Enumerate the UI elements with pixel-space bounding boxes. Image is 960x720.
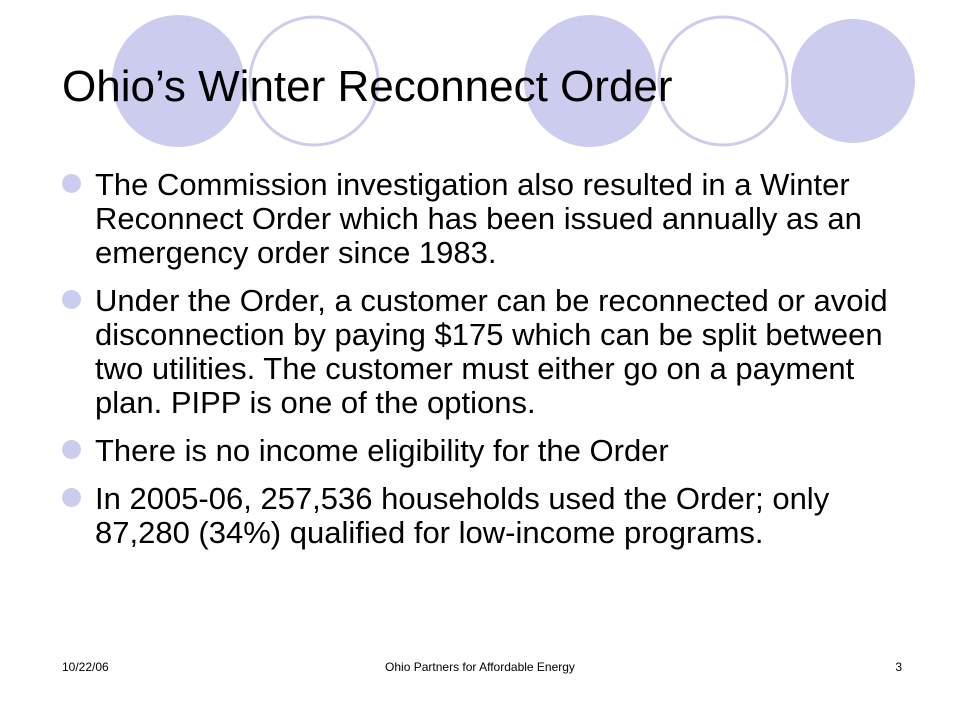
bullet-item xyxy=(62,482,902,550)
bullet-dot-icon xyxy=(62,488,81,507)
bullet-text: In 2005-06, 257,536 households used the Order; only 87,280 (34%) qualified for low-income programs. xyxy=(95,481,830,550)
bullet-dot-icon xyxy=(62,440,81,459)
bullet-list xyxy=(62,168,902,564)
footer-date: 10/22/06 xyxy=(62,660,109,674)
filled-circle-3 xyxy=(791,19,915,143)
bullet-dot-icon xyxy=(62,174,81,193)
outline-circle-2 xyxy=(659,17,787,145)
footer-page-number: 3 xyxy=(895,660,902,674)
bullet-item xyxy=(62,168,902,270)
footer-organization: Ohio Partners for Affordable Energy xyxy=(385,660,575,674)
bullet-text: The Commission investigation also resulted in a Winter Reconnect Order which has been issued annually as an emergency order since 1983. xyxy=(95,167,862,270)
bullet-text: Under the Order, a customer can be reconnected or avoid disconnection by paying $175 which can be split between two utilities. The customer must either go on a payment plan. PIPP is one of the options. xyxy=(95,283,888,420)
bullet-item xyxy=(62,284,902,420)
slide-title: Ohio’s Winter Reconnect Order xyxy=(62,62,673,111)
bullet-text: There is no income eligibility for the Order xyxy=(95,433,669,468)
bullet-item xyxy=(62,434,902,468)
bullet-dot-icon xyxy=(62,290,81,309)
